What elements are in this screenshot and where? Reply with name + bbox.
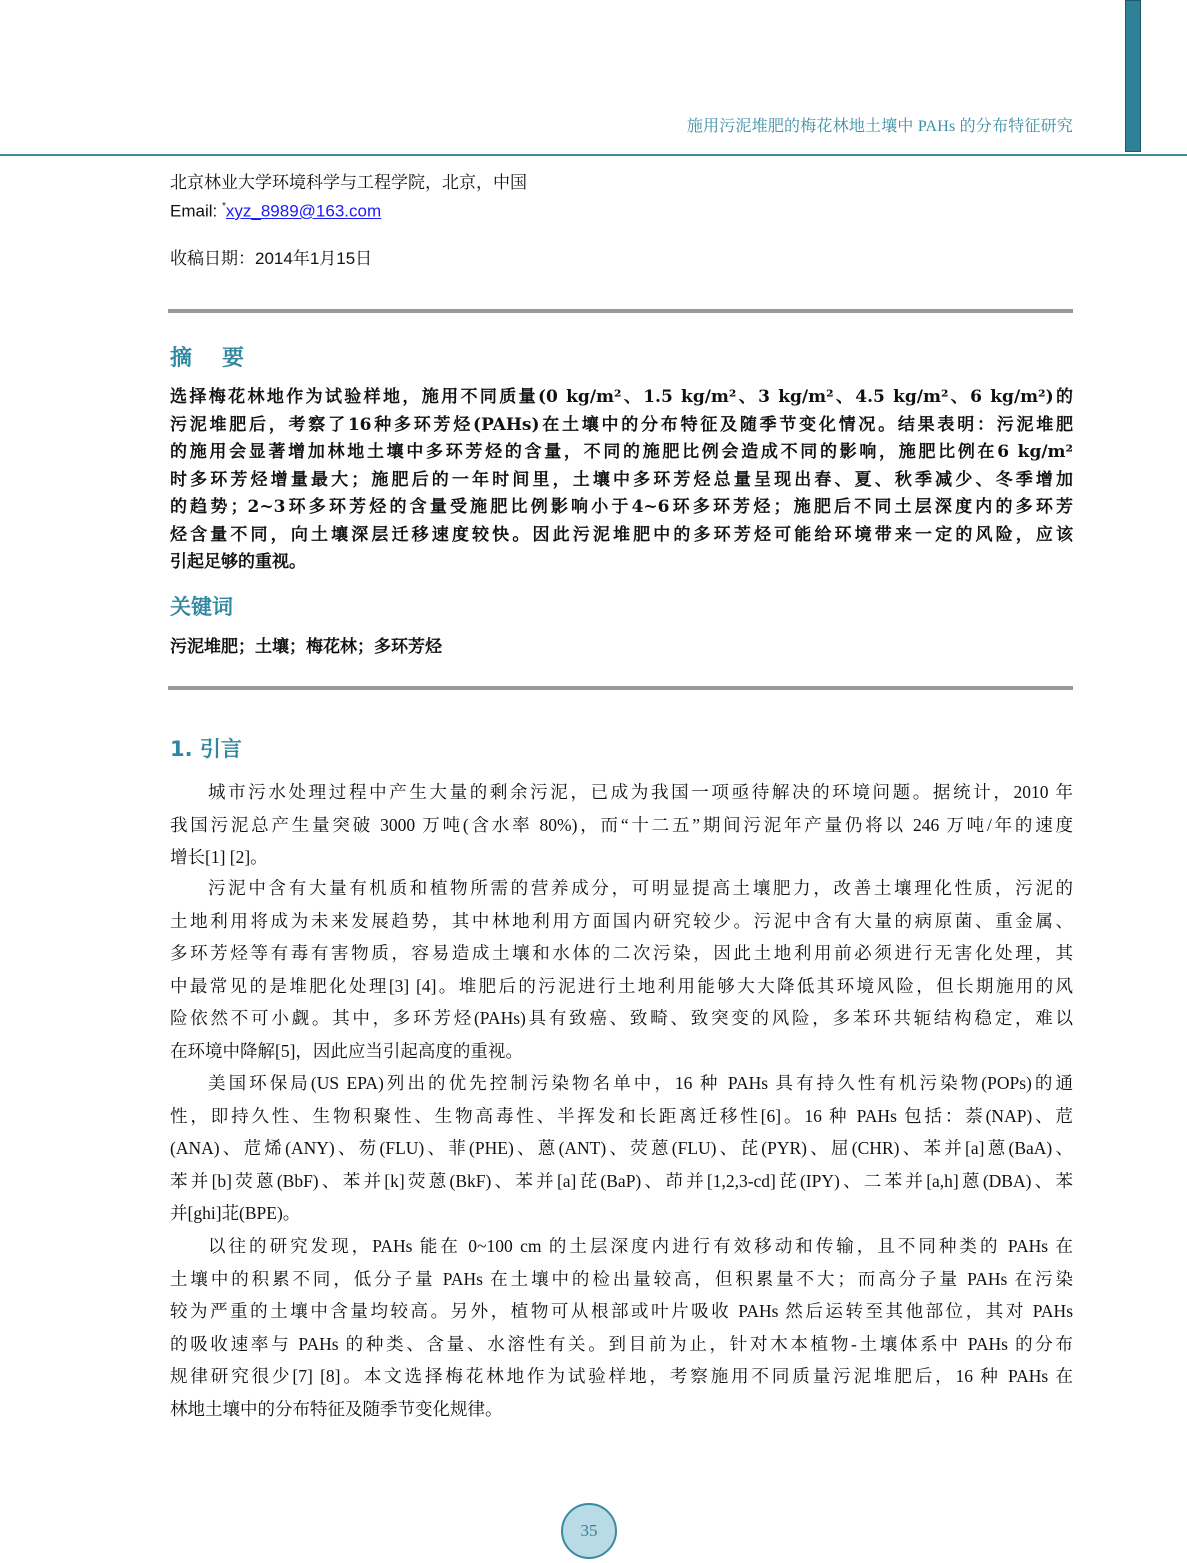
paragraph-line: 的吸收速率与 PAHs 的种类、含量、水溶性有关。到目前为止，针对木本植物-土壤体系中 PAHs 的分布 bbox=[170, 1333, 1073, 1354]
keywords-list: 污泥堆肥；土壤；梅花林；多环芳烃 bbox=[170, 637, 442, 657]
abstract-line: 选择梅花林地作为试验样地，施用不同质量(0 kg/m²、1.5 kg/m²、3 kg/m²、4.5 kg/m²、6 kg/m²)的 bbox=[170, 387, 1073, 407]
paragraph-line: 多环芳烃等有毒有害物质，容易造成土壤和水体的二次污染，因此土地利用前必须进行无害化处理，其 bbox=[170, 943, 1073, 963]
paragraph-line: 我国污泥总产生量突破 3000 万吨(含水率 80%)，而“十二五”期间污泥年产量仍将以 246 万吨/年的速度 bbox=[170, 814, 1073, 835]
abstract-heading: 摘 要 bbox=[170, 346, 249, 371]
abstract-line: 引起足够的重视。 bbox=[170, 552, 306, 572]
paragraph-line: 苯并[b]荧蒽(BbF)、苯并[k]荧蒽(BkF)、苯并[a]芘(BaP)、茚并[1,2,3-cd]芘(IPY)、二苯并[a,h]蒽(DBA)、苯 bbox=[170, 1170, 1073, 1191]
abstract-line: 的趋势；2~3环多环芳烃的含量受施肥比例影响小于4~6环多环芳烃；施肥后不同土层深度内的多环芳 bbox=[170, 497, 1073, 517]
paragraph-line: 美国环保局(US EPA)列出的优先控制污染物名单中，16 种 PAHs 具有持久性有机污染物(POPs)的通 bbox=[208, 1073, 1073, 1093]
email-line bbox=[170, 195, 1073, 224]
affiliation-block bbox=[170, 170, 1073, 224]
paragraph-line: 污泥中含有大量有机质和植物所需的营养成分，可明显提高土壤肥力，改善土壤理化性质，污泥的 bbox=[208, 878, 1073, 898]
received-date: 收稿日期：2014年1月15日 bbox=[170, 249, 373, 268]
header-divider bbox=[0, 154, 1187, 156]
section-1-paragraph bbox=[170, 872, 1073, 1067]
email-link[interactable]: xyz_8989@163.com bbox=[225, 201, 382, 221]
paragraph-line: 规律研究很少[7] [8]。本文选择梅花林地作为试验样地，考察施用不同质量污泥堆肥后，16 种 PAHs 在 bbox=[170, 1366, 1073, 1386]
paragraph-line: 城市污水处理过程中产生大量的剩余污泥，已成为我国一项亟待解决的环境问题。据统计，2010 年 bbox=[208, 782, 1073, 802]
paragraph-line: 较为严重的土壤中含量均较高。另外，植物可从根部或叶片吸收 PAHs 然后运转至其他部位，其对 PAHs bbox=[170, 1301, 1073, 1321]
section-1-heading: 1. 引言 bbox=[170, 737, 242, 761]
abstract-line: 烃含量不同，向土壤深层迁移速度较快。因此污泥堆肥中的多环芳烃可能给环境带来一定的风险，应该 bbox=[170, 524, 1073, 545]
abstract-line: 的施用会显著增加林地土壤中多环芳烃的含量，不同的施肥比例会造成不同的影响，施肥比例在6 kg/m² bbox=[170, 442, 1073, 462]
paragraph-line: 以往的研究发现，PAHs 能在 0~100 cm 的土层深度内进行有效移动和传输，且不同种类的 PAHs 在 bbox=[208, 1236, 1073, 1256]
email-label: Email: bbox=[170, 201, 222, 221]
paragraph-line: (ANA)、苊烯(ANY)、芴(FLU)、菲(PHE)、蒽(ANT)、荧蒽(FLU)、芘(PYR)、屈(CHR)、苯并[a]蒽(BaA)、 bbox=[170, 1138, 1073, 1158]
abstract-line: 时多环芳烃增量最大；施肥后的一年时间里，土壤中多环芳烃总量呈现出春、夏、秋季减少、冬季增加 bbox=[170, 469, 1073, 490]
section-1-paragraph bbox=[170, 1230, 1073, 1425]
page-number: 35 bbox=[580, 1521, 598, 1540]
running-title: 施用污泥堆肥的梅花林地土壤中 PAHs 的分布特征研究 bbox=[686, 118, 1073, 135]
abstract-top-divider bbox=[168, 309, 1073, 313]
paragraph-line: 险依然不可小觑。其中，多环芳烃(PAHs)具有致癌、致畸、致突变的风险，多苯环共轭结构稳定，难以 bbox=[170, 1008, 1073, 1028]
paragraph-line: 土壤中的积累不同，低分子量 PAHs 在土壤中的检出量较高，但积累量不大；而高分子量 PAHs 在污染 bbox=[170, 1268, 1073, 1289]
page-number-badge bbox=[561, 1503, 617, 1559]
abstract-body bbox=[170, 384, 1073, 577]
paragraph-line: 中最常见的是堆肥化处理[3] [4]。堆肥后的污泥进行土地利用能够大大降低其环境风险，但长期施用的风 bbox=[170, 975, 1073, 996]
paragraph-line: 土地利用将成为未来发展趋势，其中林地利用方面国内研究较少。污泥中含有大量的病原菌、重金属、 bbox=[170, 910, 1073, 931]
abstract-bottom-divider bbox=[168, 686, 1073, 690]
header-side-bar bbox=[1125, 0, 1141, 152]
corresponding-author-marker: * bbox=[221, 201, 226, 212]
paragraph-line: 并[ghi]苝(BPE)。 bbox=[170, 1203, 301, 1223]
paragraph-line: 性，即持久性、生物积聚性、生物高毒性、半挥发和长距离迁移性[6]。16 种 PAHs 包括：萘(NAP)、苊 bbox=[170, 1105, 1073, 1126]
section-1-paragraph bbox=[170, 1067, 1073, 1230]
paragraph-line: 在环境中降解[5]，因此应当引起高度的重视。 bbox=[170, 1040, 523, 1061]
keywords-heading: 关键词 bbox=[170, 595, 233, 619]
paragraph-line: 增长[1] [2]。 bbox=[170, 847, 268, 867]
abstract-line: 污泥堆肥后，考察了16种多环芳烃(PAHs)在土壤中的分布特征及随季节变化情况。结果表明：污泥堆肥 bbox=[170, 414, 1073, 435]
paragraph-line: 林地土壤中的分布特征及随季节变化规律。 bbox=[170, 1398, 503, 1419]
affiliation: 北京林业大学环境科学与工程学院，北京，中国 bbox=[170, 173, 527, 192]
section-1-paragraph bbox=[170, 776, 1073, 874]
